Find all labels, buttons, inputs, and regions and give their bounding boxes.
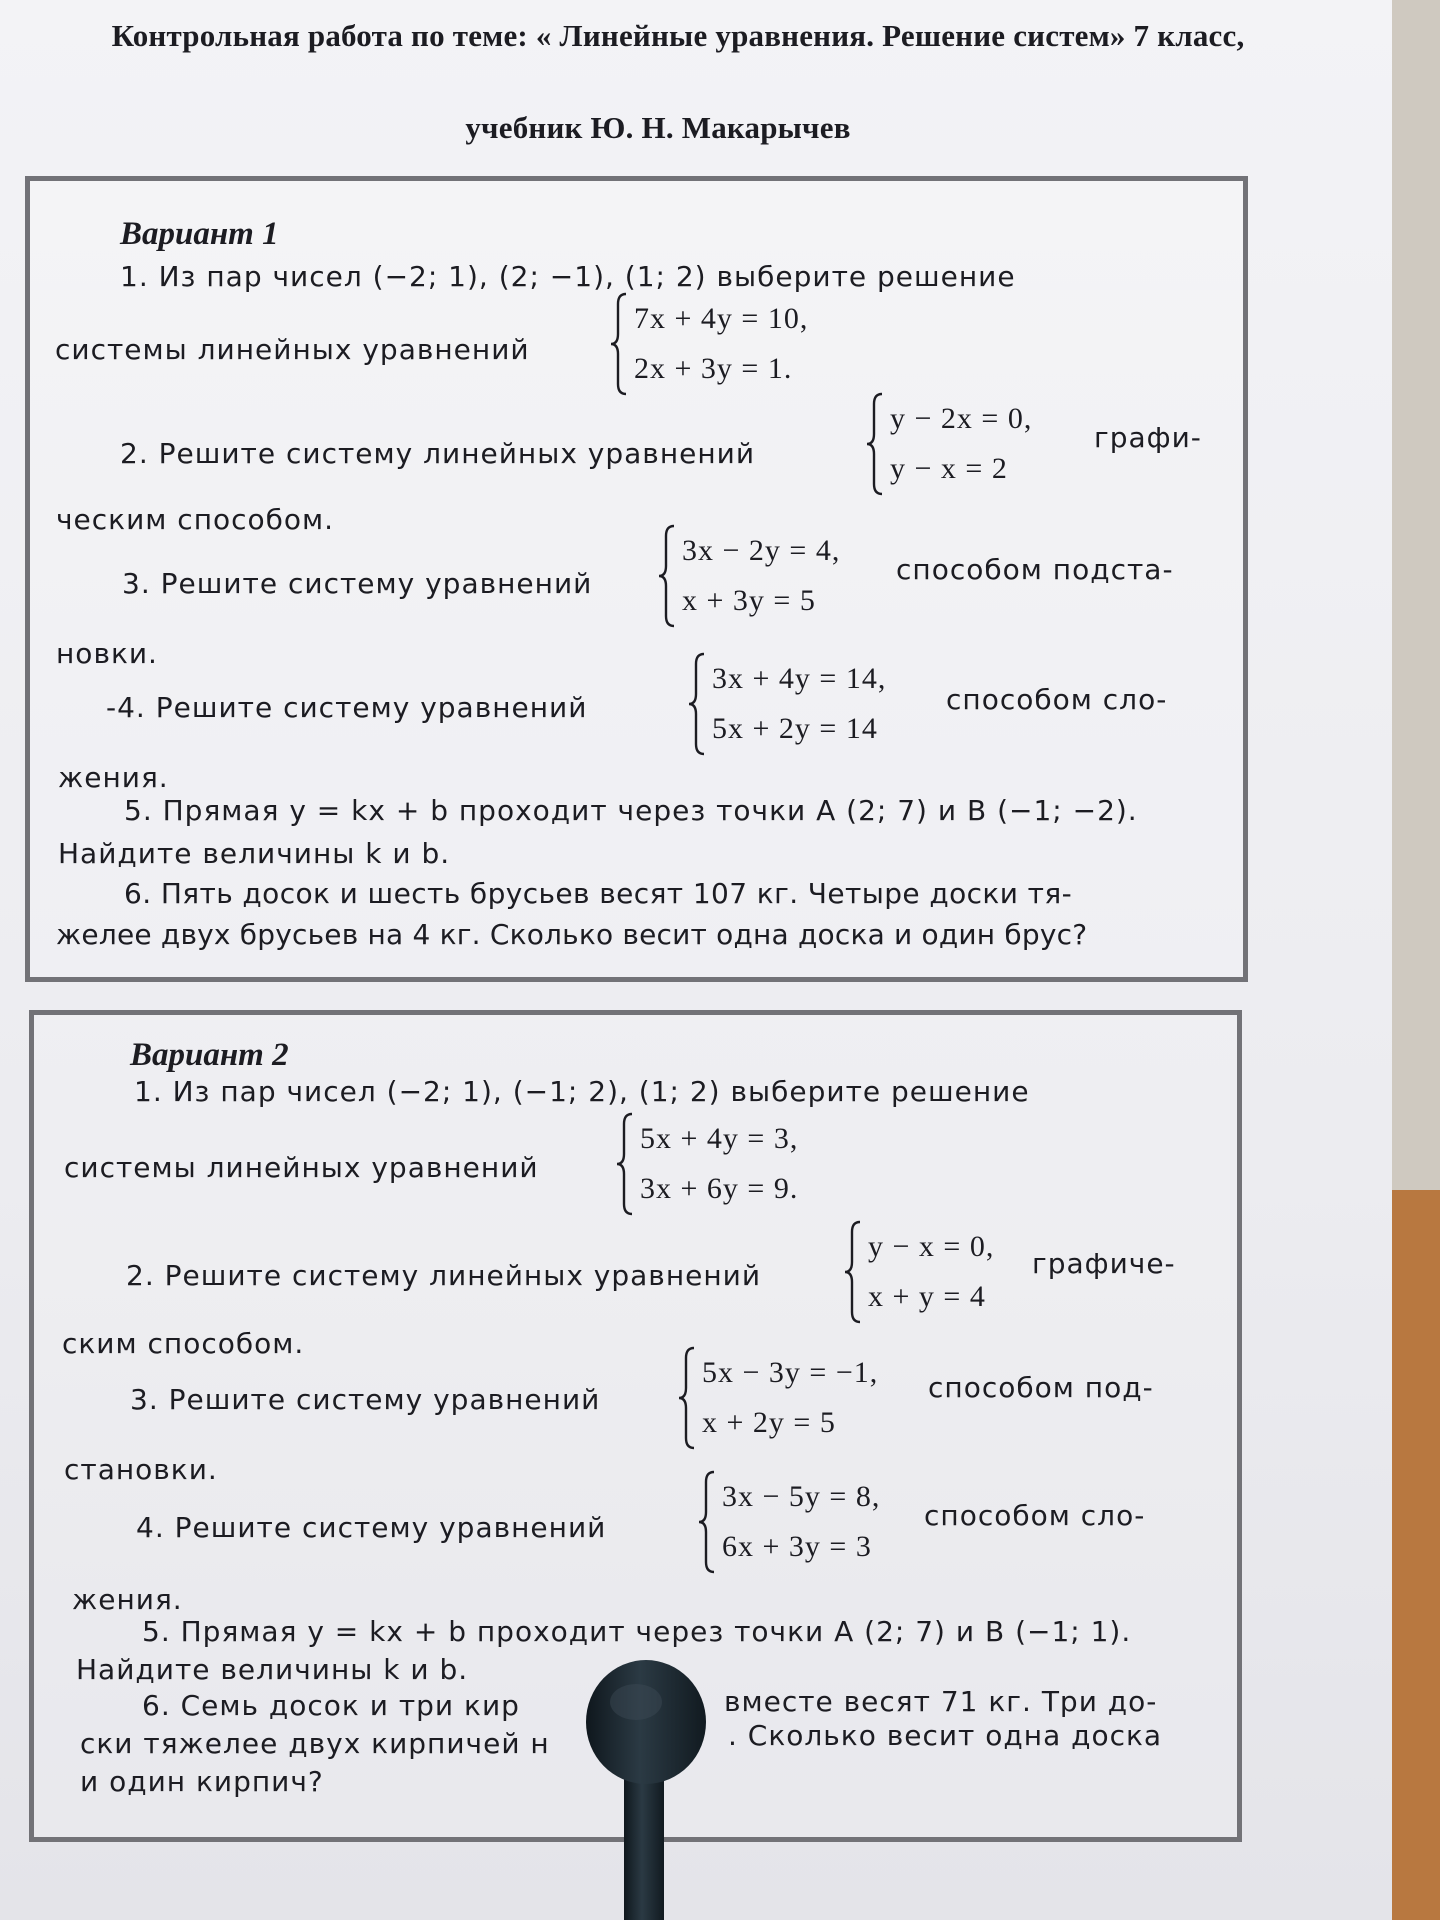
v2-task5-line1: 5. Прямая y = kx + b проходит через точки A (2; 7) и B (−1; 1).: [142, 1615, 1132, 1648]
v2-task2-system: [842, 1220, 1042, 1324]
v1-task1-eq1: 7x + 4y = 10,: [634, 302, 809, 335]
v1-task4-eq1: 3x + 4y = 14,: [712, 662, 887, 695]
curly-brace-icon: [842, 1220, 864, 1324]
v2-task1-system: [614, 1112, 854, 1216]
v1-task2-text: 2. Решите систему линейных уравнений: [120, 437, 756, 470]
v1-task1-system: [608, 292, 868, 396]
v2-task2-eq1: y − x = 0,: [868, 1230, 995, 1263]
page-title: Контрольная работа по теме: « Линейные уравнения. Решение систем» 7 класс,: [111, 18, 1245, 53]
v1-task5-line2: Найдите величины k и b.: [58, 837, 451, 870]
v2-task3-cont: становки.: [64, 1453, 218, 1486]
background-table: [1392, 1190, 1440, 1920]
v2-task6-line1b: вместе весят 71 кг. Три до-: [724, 1685, 1158, 1718]
v1-task2-after: графи-: [1094, 421, 1202, 454]
v1-task1-cont: системы линейных уравнений: [55, 333, 530, 366]
v1-task3-text: 3. Решите систему уравнений: [122, 567, 593, 600]
v2-task1-eq1: 5x + 4y = 3,: [640, 1122, 799, 1155]
v1-task5-line1: 5. Прямая y = kx + b проходит через точки A (2; 7) и B (−1; −2).: [124, 794, 1138, 827]
v1-task6-line2: желее двух брусьев на 4 кг. Сколько весит одна доска и один брус?: [56, 918, 1088, 951]
v1-task4-eq2: 5x + 2y = 14: [712, 712, 878, 745]
v2-task3-after: способом под-: [928, 1371, 1154, 1404]
v2-task5-line2: Найдите величины k и b.: [76, 1653, 469, 1686]
v2-task2-eq2: x + y = 4: [868, 1280, 986, 1313]
v2-task4-system: [696, 1470, 926, 1574]
background-right: [1392, 0, 1440, 1920]
curly-brace-icon: [686, 652, 708, 756]
v1-task2-cont: ческим способом.: [56, 503, 335, 536]
page-subtitle: учебник Ю. Н. Макарычев: [465, 110, 851, 145]
v2-task3-text: 3. Решите систему уравнений: [130, 1383, 601, 1416]
v2-task3-eq2: x + 2y = 5: [702, 1406, 836, 1439]
curly-brace-icon: [614, 1112, 636, 1216]
v1-task2-eq2: y − x = 2: [890, 452, 1008, 485]
curly-brace-icon: [864, 392, 886, 496]
v1-task4-text: -4. Решите систему уравнений: [106, 691, 588, 724]
v2-task4-eq2: 6x + 3y = 3: [722, 1530, 872, 1563]
variant-2-title: Вариант 2: [130, 1037, 289, 1073]
v1-task4-cont: жения.: [58, 761, 169, 794]
curly-brace-icon: [608, 292, 630, 396]
pointer-stick-icon: [580, 1656, 720, 1920]
v1-task1-text: 1. Из пар чисел (−2; 1), (2; −1), (1; 2) выберите решение: [120, 260, 1016, 293]
v1-task1-eq2: 2x + 3y = 1.: [634, 352, 793, 385]
v2-task4-text: 4. Решите систему уравнений: [136, 1511, 607, 1544]
v2-task4-eq1: 3x − 5y = 8,: [722, 1480, 881, 1513]
v2-task6-line1a: 6. Семь досок и три кир: [142, 1689, 520, 1722]
curly-brace-icon: [696, 1470, 718, 1574]
variant-1-title: Вариант 1: [120, 216, 279, 252]
v1-task2-system: [864, 392, 1094, 496]
v1-task2-eq1: y − 2x = 0,: [890, 402, 1033, 435]
v1-task4-after: способом сло-: [946, 683, 1168, 716]
v1-task3-eq1: 3x − 2y = 4,: [682, 534, 841, 567]
v1-task3-system: [656, 524, 896, 628]
v2-task2-after: графиче-: [1032, 1247, 1176, 1280]
v2-task6-line2b: . Сколько весит одна доска: [728, 1719, 1163, 1752]
v1-task3-cont: новки.: [56, 637, 158, 670]
curly-brace-icon: [656, 524, 678, 628]
v2-task6-line3: и один кирпич?: [80, 1765, 324, 1798]
v2-task1-text: 1. Из пар чисел (−2; 1), (−1; 2), (1; 2) выберите решение: [134, 1075, 1030, 1108]
background-wall: [1392, 0, 1440, 1190]
v2-task1-cont: системы линейных уравнений: [64, 1151, 539, 1184]
v1-task4-system: [686, 652, 946, 756]
v2-task2-cont: ским способом.: [62, 1327, 305, 1360]
v2-task4-after: способом сло-: [924, 1499, 1146, 1532]
v2-task2-text: 2. Решите систему линейных уравнений: [126, 1259, 762, 1292]
v2-task3-system: [676, 1346, 916, 1450]
v1-task3-after: способом подста-: [896, 553, 1174, 586]
v2-task4-cont: жения.: [72, 1583, 183, 1616]
curly-brace-icon: [676, 1346, 698, 1450]
v1-task3-eq2: x + 3y = 5: [682, 584, 816, 617]
v2-task3-eq1: 5x − 3y = −1,: [702, 1356, 879, 1389]
v2-task6-line2a: ски тяжелее двух кирпичей н: [80, 1727, 550, 1760]
v2-task1-eq2: 3x + 6y = 9.: [640, 1172, 799, 1205]
v1-task6-line1: 6. Пять досок и шесть брусьев весят 107 кг. Четыре доски тя-: [124, 877, 1073, 910]
